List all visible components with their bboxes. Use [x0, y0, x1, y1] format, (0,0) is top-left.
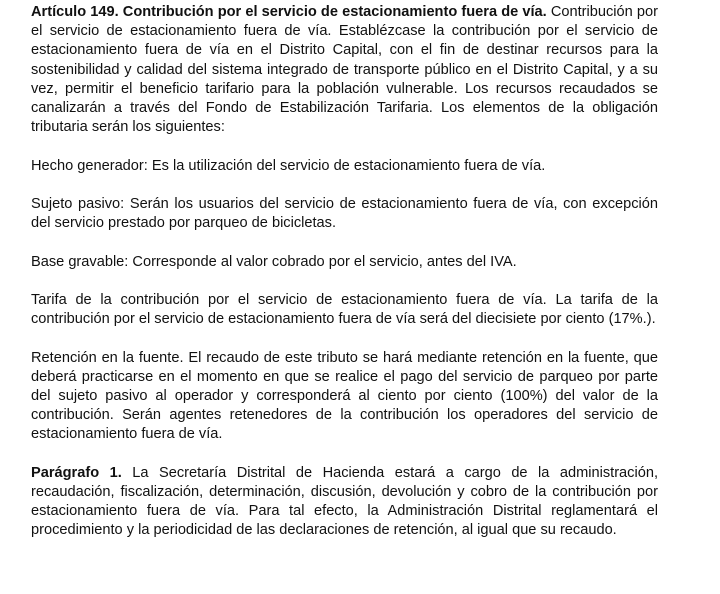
retencion-paragraph: Retención en la fuente. El recaudo de este tributo se hará mediante retención en la fuente, que deberá practicarse en el momento en que se realice el pago del servicio de parqueo por parte del sujeto pasivo al operador y corresponderá al ciento por ciento (100%) del valor de la contribución. Serán agentes retenedores de la contribución los operadores del servicio de estacionamiento fuera de vía.: [31, 349, 658, 443]
tarifa-paragraph: Tarifa de la contribución por el servicio de estacionamiento fuera de vía. La tarifa de la contribución por el servicio de estacionamiento fuera de vía será del diecisiete por ciento (17%.).: [31, 291, 658, 328]
sujeto-pasivo-paragraph: Sujeto pasivo: Serán los usuarios del servicio de estacionamiento fuera de vía, con excepción del servicio prestado por parqueo de bicicletas.: [31, 196, 658, 232]
paragrafo-1-label: Parágrafo 1.: [31, 464, 122, 481]
hecho-generador-paragraph: Hecho generador: Es la utilización del servicio de estacionamiento fuera de vía.: [31, 157, 546, 174]
base-gravable-paragraph: Base gravable: Corresponde al valor cobrado por el servicio, antes del IVA.: [31, 253, 517, 270]
paragrafo-1-text: La Secretaría Distrital de Hacienda estará a cargo de la administración, recaudación, fiscalización, determinación, discusión, devolución y cobro de la contribución por estacionamiento fuera de vía. Para tal efecto, la Administración Distrital reglamentará el procedimiento y la periodicidad de las declaraciones de retención, al igual que su recaudo.: [31, 464, 658, 539]
article-paragraph: [31, 3, 658, 137]
document-body: [31, 3, 658, 560]
paragrafo-1-paragraph: [31, 464, 658, 541]
article-heading: Artículo 149. Contribución por el servicio de estacionamiento fuera de vía.: [31, 4, 547, 20]
article-intro: Contribución por el servicio de estacionamiento fuera de vía. Establézcase la contribución por el servicio de estacionamiento fuera de vía en el Distrito Capital, con el fin de destinar recursos para la sostenibilidad y calidad del sistema integrado de transporte público en el Distrito Capital, y a su vez, permitir el beneficio tarifario para la población vulnerable. Los recursos recaudados se canalizarán a través del Fondo de Estabilización Tarifaria. Los elementos de la obligación tributaria serán los siguientes:: [31, 4, 658, 136]
